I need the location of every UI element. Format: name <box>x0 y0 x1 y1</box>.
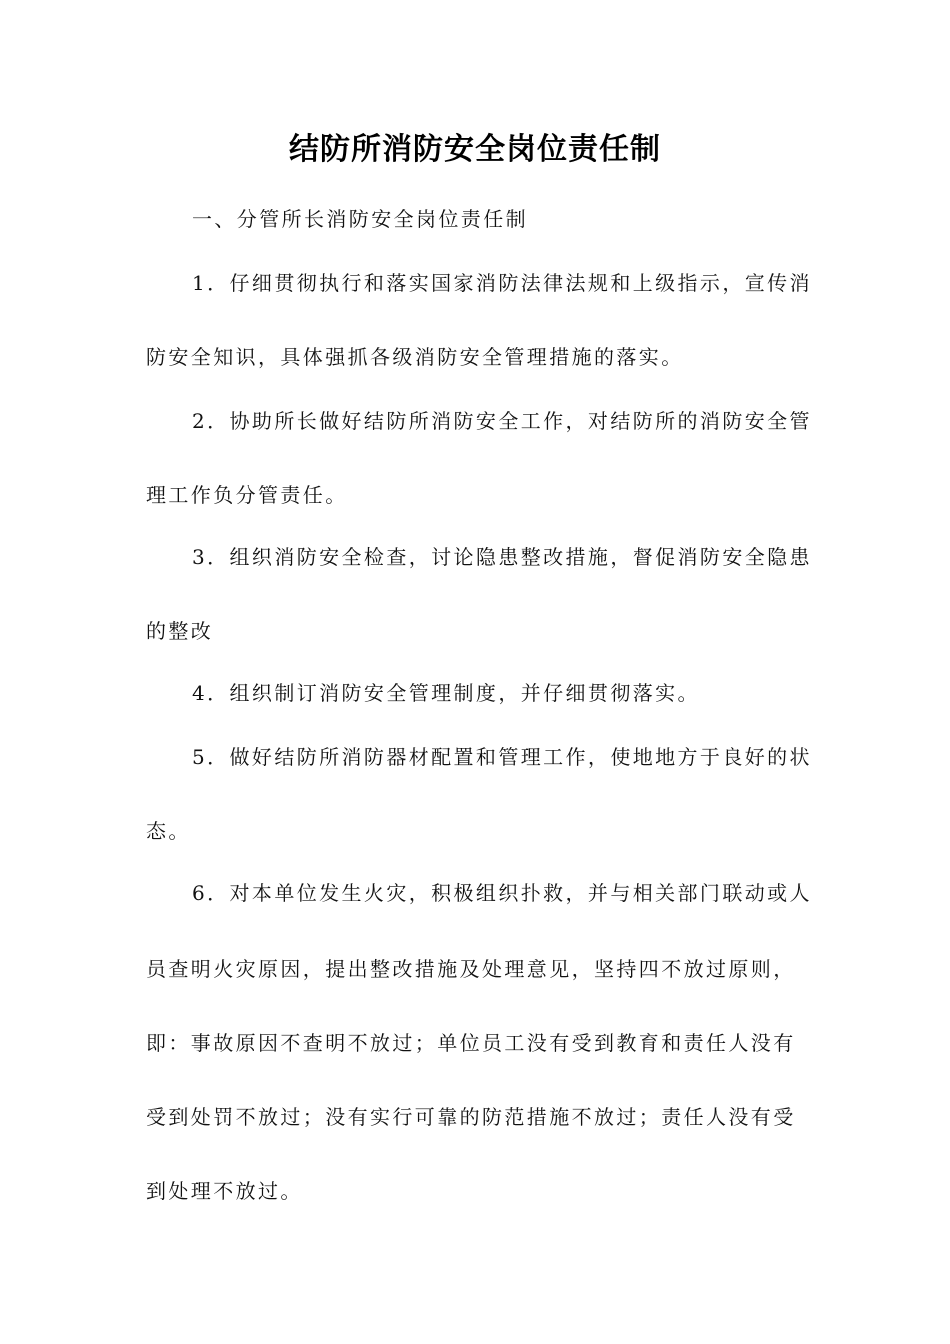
paragraph-line: 受到处罚不放过；没有实行可靠的防范措施不放过；责任人没有受 <box>146 1105 796 1129</box>
paragraph-line: 6．对本单位发生火灾，积极组织扑救，并与相关部门联动或人 <box>192 881 812 905</box>
paragraph-line: 1．仔细贯彻执行和落实国家消防法律法规和上级指示，宣传消 <box>192 271 812 295</box>
paragraph-line: 即：事故原因不查明不放过；单位员工没有受到教育和责任人没有 <box>146 1031 796 1055</box>
paragraph-line: 防安全知识，具体强抓各级消防安全管理措施的落实。 <box>146 345 684 369</box>
paragraph-line: 4．组织制订消防安全管理制度，并仔细贯彻落实。 <box>192 681 700 705</box>
paragraph-line: 到处理不放过。 <box>146 1179 303 1203</box>
paragraph-line: 的整改 <box>146 619 214 643</box>
paragraph-line: 3．组织消防安全检查，讨论隐患整改措施，督促消防安全隐患 <box>192 545 812 569</box>
paragraph-line: 2．协助所长做好结防所消防安全工作，对结防所的消防安全管 <box>192 409 812 433</box>
paragraph-line: 理工作负分管责任。 <box>146 483 348 507</box>
paragraph-line: 5．做好结防所消防器材配置和管理工作，使地地方于良好的状 <box>192 745 812 769</box>
paragraph-line: 态。 <box>146 819 191 843</box>
paragraph-line: 员查明火灾原因，提出整改措施及处理意见，坚持四不放过原则， <box>146 957 796 981</box>
section-heading: 一、分管所长消防安全岗位责任制 <box>192 207 528 231</box>
document-title: 结防所消防安全岗位责任制 <box>289 132 661 167</box>
